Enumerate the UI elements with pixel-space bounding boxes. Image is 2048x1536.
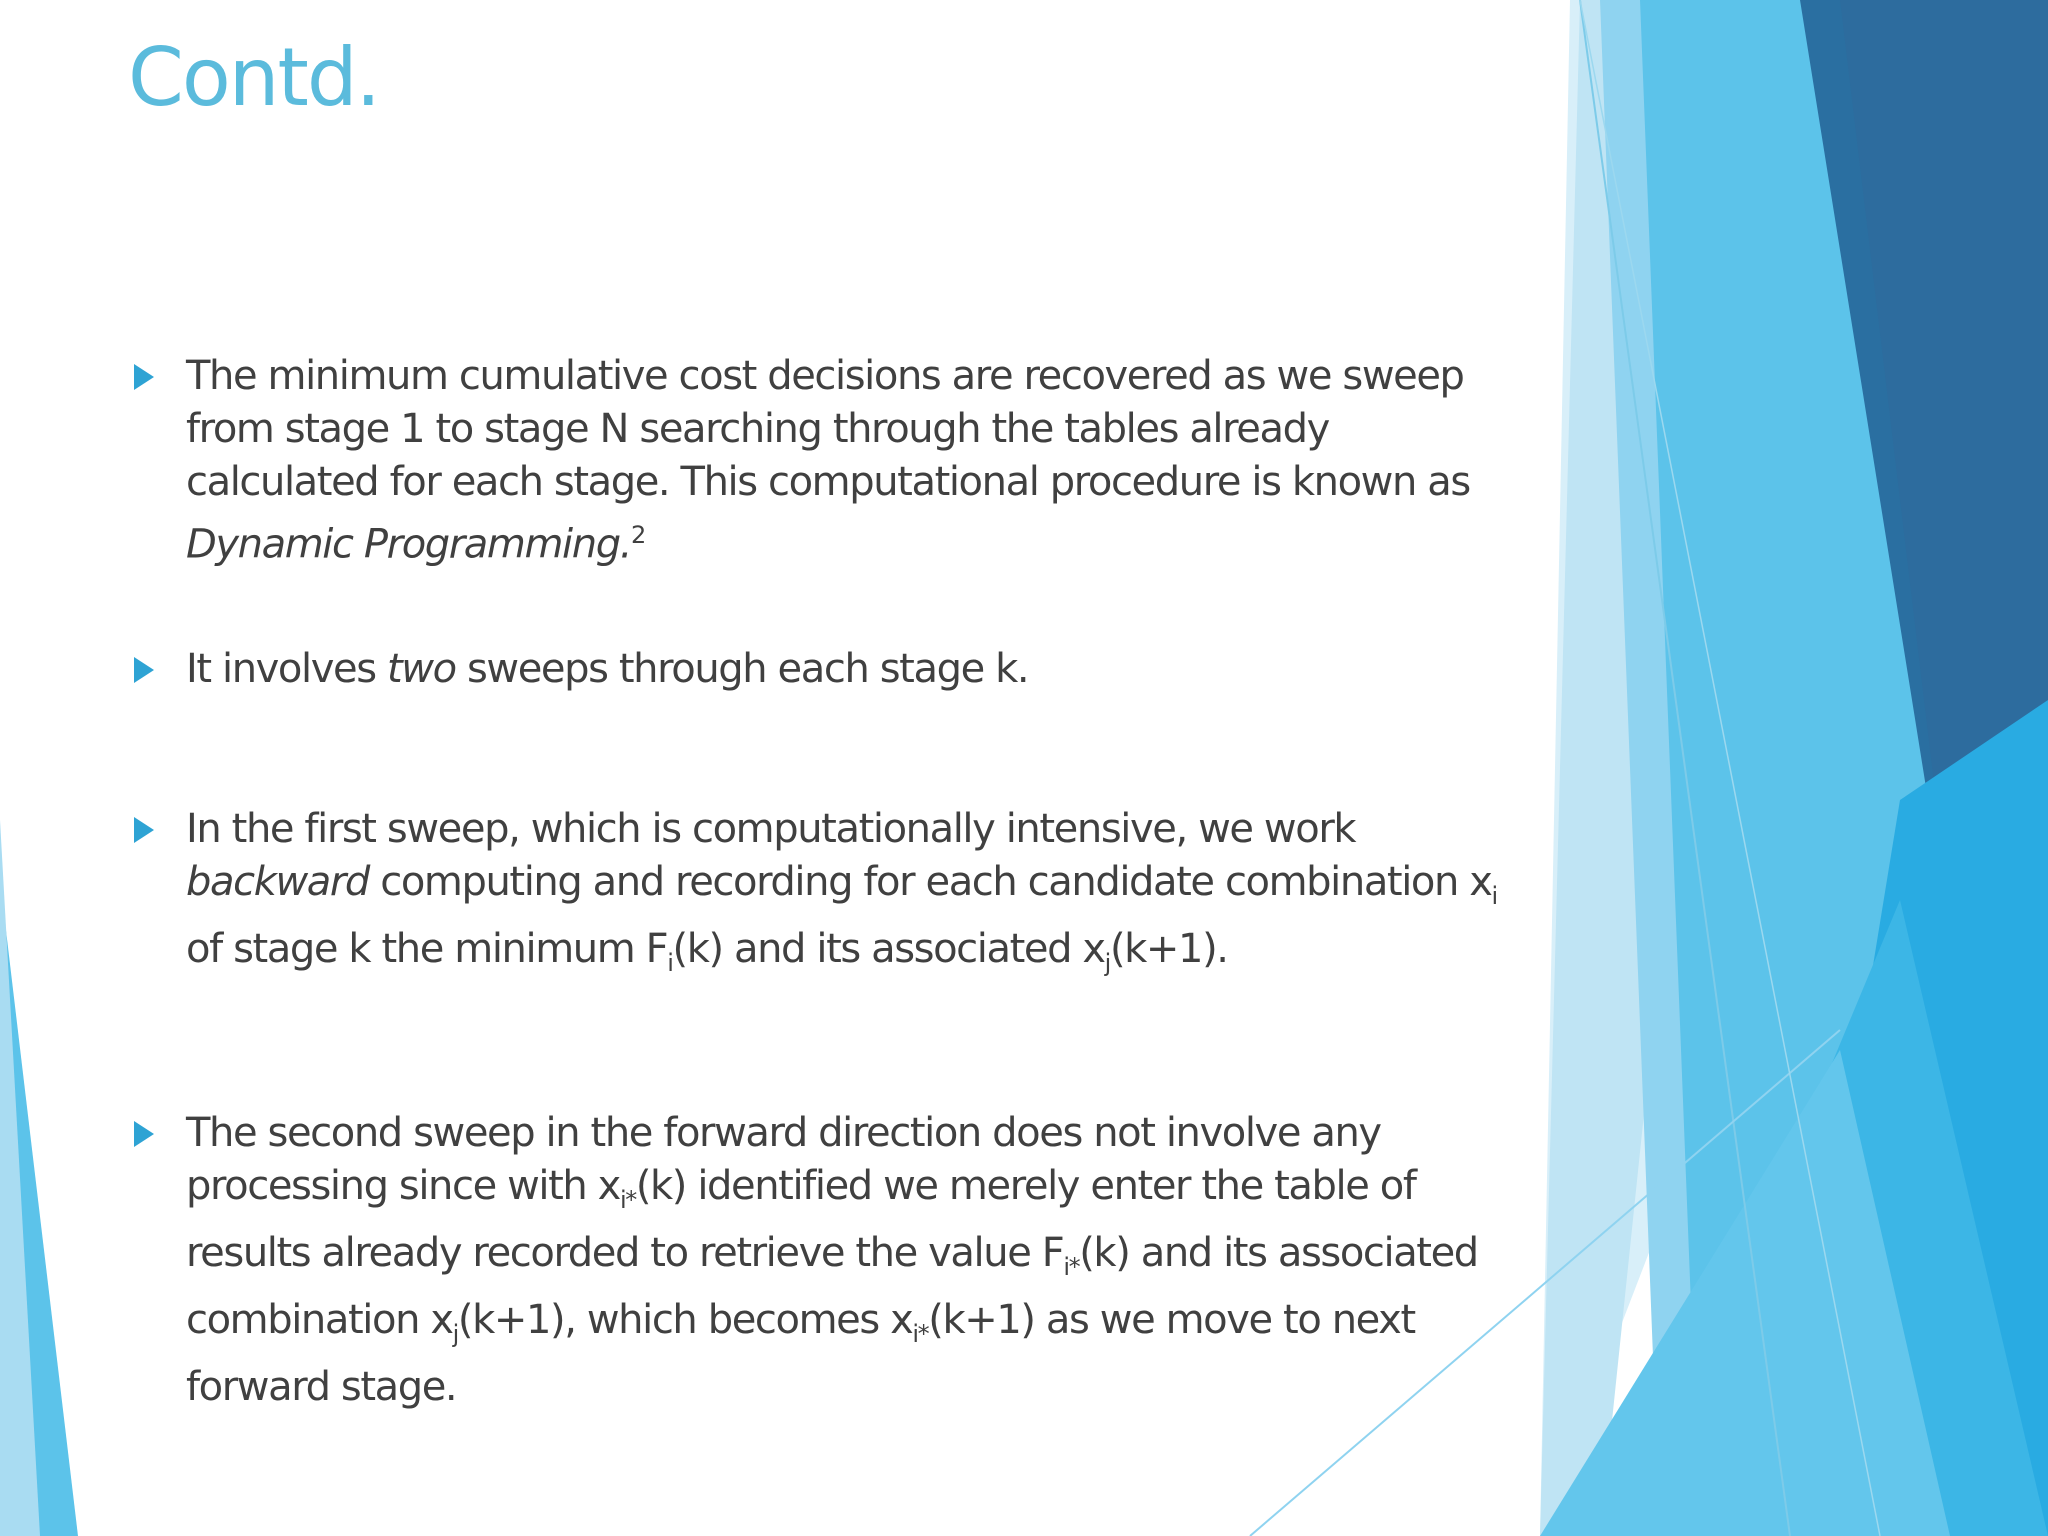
triangle-right-icon: [134, 657, 154, 683]
bullet-text: It involves two sweeps through each stage k.: [186, 646, 1029, 693]
slide-title: Contd.: [128, 31, 380, 124]
bullet-list: [130, 350, 1530, 1414]
bullet-item: [130, 643, 1530, 696]
bullet-text: The minimum cumulative cost decisions are recovered as we sweep from stage 1 to stage N searching through the tables already calculated for each stage. This computational procedure is known as Dynamic Programming.$^2$: [186, 353, 1470, 568]
triangle-right-icon: [134, 364, 154, 390]
bullet-item: [130, 350, 1530, 571]
bullet-item: [130, 803, 1530, 990]
triangle-right-icon: [134, 1121, 154, 1147]
bullet-item: [130, 1107, 1530, 1414]
bullet-text: In the first sweep, which is computationally intensive, we work backward computing and recording for each candidate combination $x_i$ of stage k the minimum $F_i(k)$ and its associated $x_j(k+1)$.: [186, 806, 1497, 978]
triangle-right-icon: [134, 817, 154, 843]
bullet-text: The second sweep in the forward direction does not involve any processing since with $x_{i*}(k)$ identified we merely enter the table of results already recorded to retrieve the value $F_{i*}(k)$ and its associated combination $x_j(k+1)$, which becomes $x_{i*}(k+1)$ as we move to next forward stage.: [186, 1110, 1478, 1411]
